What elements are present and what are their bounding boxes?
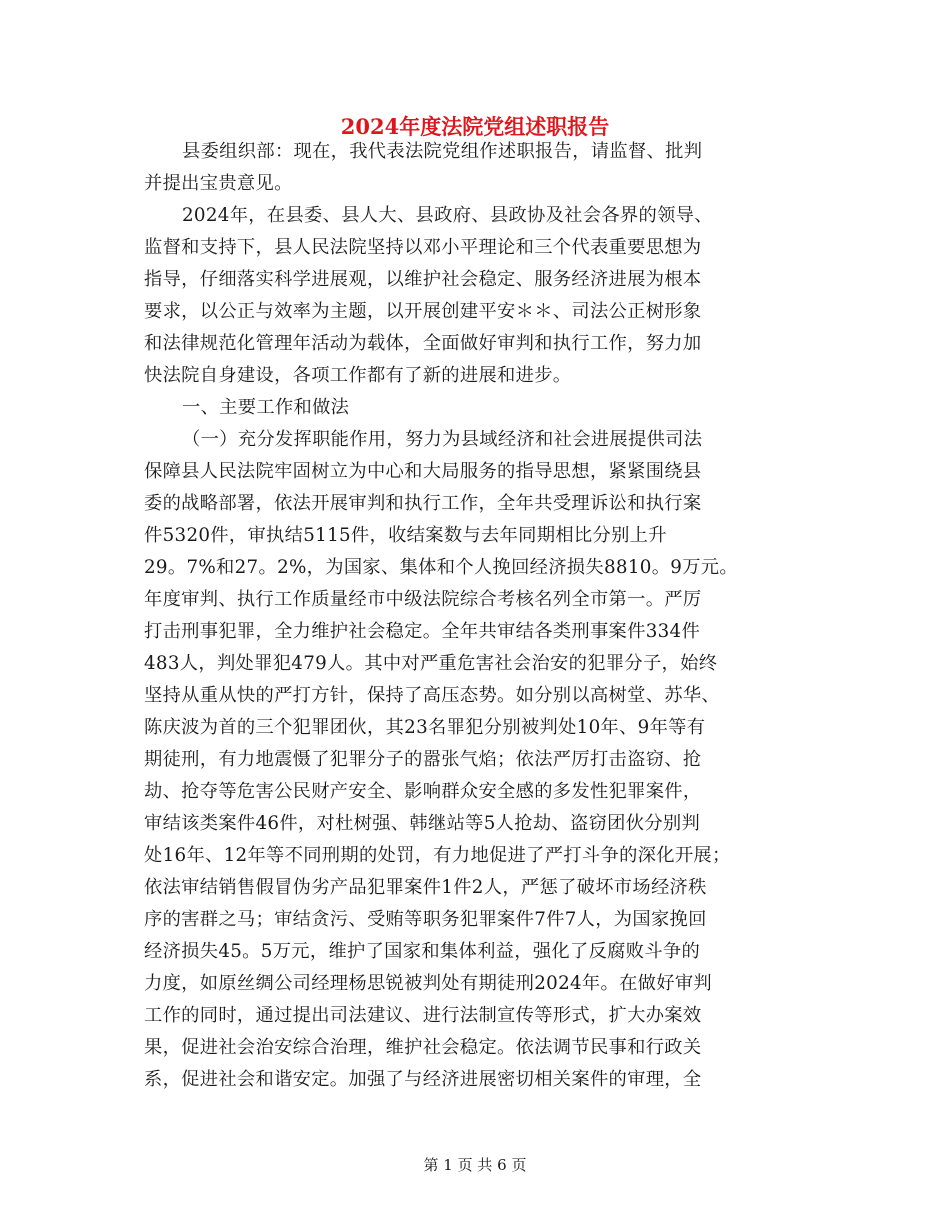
body-line: 工作的同时，通过提出司法建议、进行法制宣传等形式，扩大办案效 — [144, 1005, 702, 1026]
body-line: 期徒刑，有力地震慑了犯罪分子的嚣张气焰；依法严厉打击盗窃、抢 — [144, 749, 702, 770]
body-line: 审结该类案件46件，对杜树强、韩继站等5人抢劫、盗窃团伙分别判 — [144, 813, 701, 834]
body-line: 保障县人民法院牢固树立为中心和大局服务的指导思想，紧紧围绕县 — [144, 461, 702, 482]
body-line: 指导，仔细落实科学进展观，以维护社会稳定、服务经济进展为根本 — [144, 269, 702, 290]
body-line: 处16年、12年等不同刑期的处罚，有力地促进了严打斗争的深化开展； — [144, 845, 731, 866]
body-line: 2024年，在县委、县人大、县政府、县政协及社会各界的领导、 — [182, 205, 713, 226]
body-line: 一、主要工作和做法 — [182, 397, 350, 418]
body-line: 快法院自身建设，各项工作都有了新的进展和进步。 — [144, 365, 572, 386]
body-line: 力度，如原丝绸公司经理杨思锐被判处有期徒刑2024年。在做好审判 — [144, 973, 712, 994]
body-line: 监督和支持下，县人民法院坚持以邓小平理论和三个代表重要思想为 — [144, 237, 702, 258]
body-line: 陈庆波为首的三个犯罪团伙，其23名罪犯分别被判处10年、9年等有 — [144, 717, 706, 738]
page-footer: 第 1 页 共 6 页 — [423, 1156, 527, 1174]
body-line: 序的害群之马；审结贪污、受贿等职务犯罪案件7件7人，为国家挽回 — [144, 909, 707, 930]
document-title: 2024年度法院党组述职报告 — [340, 114, 610, 139]
body-line: 并提出宝贵意见。 — [144, 173, 293, 194]
document-body — [144, 136, 804, 1096]
body-line: 系，促进社会和谐安定。加强了与经济进展密切相关案件的审理，全 — [144, 1069, 702, 1090]
body-line: 依法审结销售假冒伪劣产品犯罪案件1件2人，严惩了破坏市场经济秩 — [144, 877, 707, 898]
body-line: 和法律规范化管理年活动为载体，全面做好审判和执行工作，努力加 — [144, 333, 702, 354]
body-line: 果，促进社会治安综合治理，维护社会稳定。依法调节民事和行政关 — [144, 1037, 702, 1058]
body-line: 483人，判处罪犯479人。其中对严重危害社会治安的犯罪分子，始终 — [144, 653, 718, 674]
body-line: 打击刑事犯罪，全力维护社会稳定。全年共审结各类刑事案件334件 — [144, 621, 701, 642]
body-line: （一）充分发挥职能作用，努力为县域经济和社会进展提供司法 — [182, 429, 703, 450]
body-line: 经济损失45。5万元，维护了国家和集体利益，强化了反腐败斗争的 — [144, 941, 701, 962]
body-line: 要求，以公正与效率为主题，以开展创建平安＊＊、司法公正树形象 — [144, 301, 702, 322]
body-line: 劫、抢夺等危害公民财产安全、影响群众安全感的多发性犯罪案件， — [144, 781, 702, 802]
body-line: 年度审判、执行工作质量经市中级法院综合考核名列全市第一。严厉 — [144, 589, 702, 610]
body-line: 29。7%和27。2%，为国家、集体和个人挽回经济损失8810。9万元。 — [144, 557, 738, 578]
body-line: 县委组织部：现在，我代表法院党组作述职报告，请监督、批判 — [182, 141, 703, 162]
body-line: 委的战略部署，依法开展审判和执行工作，全年共受理诉讼和执行案 — [144, 493, 702, 514]
body-line: 件5320件，审执结5115件，收结案数与去年同期相比分别上升 — [144, 525, 667, 546]
body-line: 坚持从重从快的严打方针，保持了高压态势。如分别以高树堂、苏华、 — [144, 685, 721, 706]
